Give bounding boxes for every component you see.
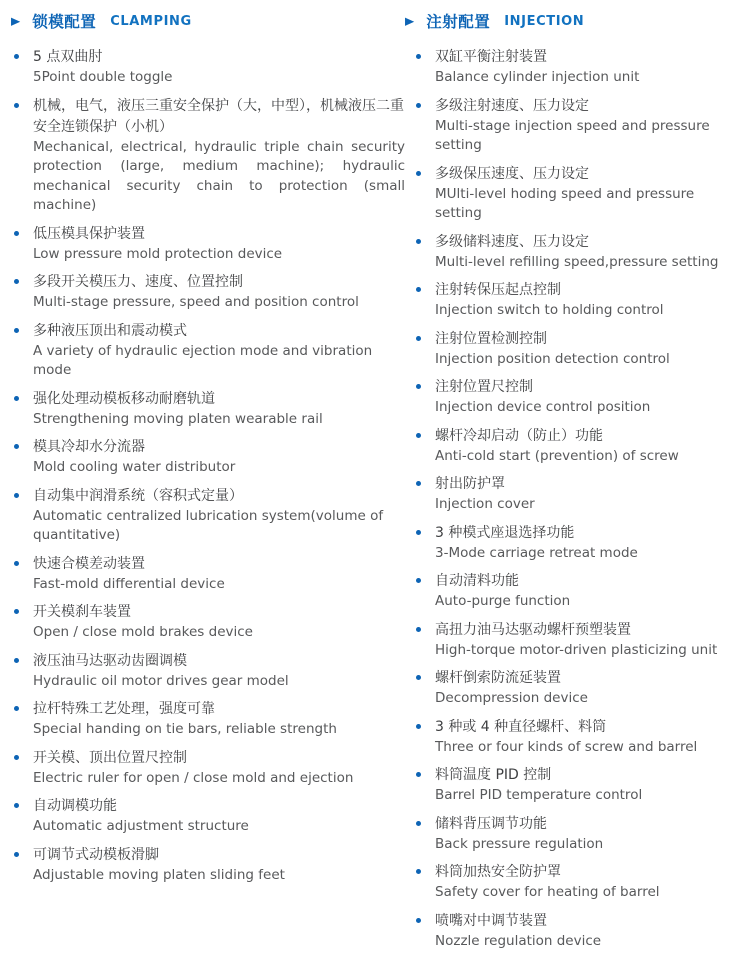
list-item bbox=[416, 668, 740, 709]
section-arrow-icon: ▶ bbox=[11, 14, 21, 28]
list-item bbox=[416, 47, 740, 88]
item-label-en: Barrel PID temperature control bbox=[435, 787, 643, 803]
item-label-en: Hydraulic oil motor drives gear model bbox=[33, 672, 289, 689]
item-label-zh: 储料背压调节功能 bbox=[435, 815, 547, 832]
clamping-feature-list bbox=[11, 47, 405, 885]
item-label-zh: 低压模具保护装置 bbox=[33, 225, 145, 242]
clamping-section bbox=[11, 7, 405, 959]
item-label-en: Fast-mold differential device bbox=[33, 575, 225, 592]
item-text bbox=[435, 47, 740, 88]
item-label-zh: 机械，电气，液压三重安全保护（大，中型），机械液压二重安全连锁保护（小机） bbox=[33, 97, 404, 135]
item-text bbox=[435, 280, 740, 321]
item-label-zh: 多级注射速度、压力设定 bbox=[435, 97, 589, 114]
bullet-icon bbox=[14, 272, 33, 313]
item-text bbox=[33, 96, 405, 216]
item-text bbox=[435, 164, 740, 224]
item-text bbox=[33, 437, 405, 478]
bullet-icon bbox=[14, 96, 33, 216]
bullet-icon bbox=[416, 571, 435, 612]
bullet-icon bbox=[416, 474, 435, 515]
item-text bbox=[33, 554, 405, 595]
list-item bbox=[14, 486, 405, 546]
bullet-icon bbox=[416, 765, 435, 806]
item-label-zh: 开关模刹车装置 bbox=[33, 604, 131, 620]
item-label-zh: 注射位置尺控制 bbox=[435, 379, 533, 395]
item-text bbox=[33, 845, 405, 886]
injection-section bbox=[405, 7, 740, 959]
list-item bbox=[14, 602, 405, 643]
item-label-zh: 自动集中润滑系统（容积式定量） bbox=[33, 487, 243, 504]
item-label-en: Injection position detection control bbox=[435, 350, 670, 367]
item-label-zh: 自动调模功能 bbox=[33, 798, 117, 814]
list-item bbox=[416, 620, 740, 661]
item-text bbox=[435, 862, 740, 903]
item-label-en: Multi-level refilling speed,pressure setting bbox=[435, 253, 719, 270]
section-title-zh: 注射配置 bbox=[426, 13, 491, 31]
item-text bbox=[435, 911, 740, 952]
list-item bbox=[14, 321, 405, 381]
bullet-icon bbox=[416, 717, 435, 758]
bullet-icon bbox=[14, 845, 33, 886]
item-label-zh: 自动清料功能 bbox=[435, 573, 519, 589]
item-label-zh: 多段开关模压力、速度、位置控制 bbox=[33, 274, 243, 290]
list-item bbox=[14, 796, 405, 837]
item-text bbox=[33, 272, 405, 313]
item-label-zh: 料筒加热安全防护罩 bbox=[435, 864, 561, 880]
list-item bbox=[416, 164, 740, 224]
section-title-zh: 锁模配置 bbox=[32, 13, 97, 31]
item-label-zh: 多级储料速度、压力设定 bbox=[435, 233, 589, 250]
bullet-icon bbox=[14, 699, 33, 740]
item-label-en: Auto-purge function bbox=[435, 593, 571, 609]
item-text bbox=[435, 96, 740, 156]
list-item bbox=[416, 426, 740, 467]
item-label-en: Anti-cold start (prevention) of screw bbox=[435, 447, 679, 464]
item-text bbox=[33, 321, 405, 381]
item-label-zh: 螺杆冷却启动（防止）功能 bbox=[435, 427, 603, 444]
item-label-en: High-torque motor-driven plasticizing unit bbox=[435, 641, 718, 658]
item-label-zh: 喷嘴对中调节装置 bbox=[435, 912, 547, 929]
item-text bbox=[435, 377, 740, 418]
list-item bbox=[416, 862, 740, 903]
item-label-zh: 高扭力油马达驱动螺杆预塑装置 bbox=[435, 621, 631, 638]
item-label-en: Nozzle regulation device bbox=[435, 932, 602, 949]
item-text bbox=[33, 486, 405, 546]
bullet-icon bbox=[416, 620, 435, 661]
item-label-zh: 料筒温度 PID 控制 bbox=[435, 767, 552, 783]
list-item bbox=[416, 911, 740, 952]
section-title-en: CLAMPING bbox=[110, 13, 192, 29]
item-label-en: Safety cover for heating of barrel bbox=[435, 884, 660, 900]
list-item bbox=[416, 814, 740, 855]
item-label-en: Special handing on tie bars, reliable strength bbox=[33, 721, 337, 737]
list-item bbox=[14, 437, 405, 478]
item-label-en: Multi-stage injection speed and pressure setting bbox=[435, 117, 710, 153]
item-label-en: Multi-stage pressure, speed and position control bbox=[33, 294, 359, 310]
item-text bbox=[435, 620, 740, 661]
bullet-icon bbox=[416, 426, 435, 467]
item-text bbox=[435, 814, 740, 855]
item-text bbox=[33, 389, 405, 430]
item-label-zh: 多种液压顶出和震动模式 bbox=[33, 322, 187, 339]
list-item bbox=[14, 554, 405, 595]
item-text bbox=[33, 602, 405, 643]
item-text bbox=[435, 765, 740, 806]
item-text bbox=[435, 474, 740, 515]
list-item bbox=[416, 329, 740, 370]
list-item bbox=[14, 272, 405, 313]
bullet-icon bbox=[416, 280, 435, 321]
item-label-zh: 注射转保压起点控制 bbox=[435, 282, 561, 298]
item-label-en: 5Point double toggle bbox=[33, 69, 173, 85]
item-text bbox=[435, 523, 740, 564]
list-item bbox=[416, 571, 740, 612]
item-text bbox=[33, 748, 405, 789]
item-text bbox=[435, 232, 740, 273]
list-item bbox=[14, 651, 405, 692]
item-label-en: Automatic centralized lubrication system(volume of quantitative) bbox=[33, 507, 384, 543]
bullet-icon bbox=[416, 814, 435, 855]
item-text bbox=[435, 426, 740, 467]
list-item bbox=[416, 717, 740, 758]
bullet-icon bbox=[14, 437, 33, 478]
bullet-icon bbox=[416, 232, 435, 273]
list-item bbox=[14, 699, 405, 740]
bullet-icon bbox=[416, 377, 435, 418]
item-text bbox=[435, 571, 740, 612]
bullet-icon bbox=[416, 862, 435, 903]
item-label-en: 3-Mode carriage retreat mode bbox=[435, 544, 638, 561]
item-label-en: Injection cover bbox=[435, 496, 535, 512]
item-text bbox=[33, 651, 405, 692]
injection-feature-list bbox=[405, 47, 740, 951]
item-text bbox=[33, 47, 405, 88]
bullet-icon bbox=[14, 486, 33, 546]
list-item bbox=[416, 280, 740, 321]
item-text bbox=[435, 329, 740, 370]
item-text bbox=[33, 796, 405, 837]
item-label-zh: 强化处理动模板移动耐磨轨道 bbox=[33, 390, 215, 407]
item-label-en: Low pressure mold protection device bbox=[33, 245, 283, 262]
item-label-zh: 3 种模式座退选择功能 bbox=[435, 524, 575, 541]
section-title-en: INJECTION bbox=[504, 13, 585, 29]
item-label-en: Mold cooling water distributor bbox=[33, 459, 236, 475]
item-label-en: Electric ruler for open / close mold and ejection bbox=[33, 769, 354, 786]
item-label-en: Decompression device bbox=[435, 690, 588, 706]
item-label-en: Automatic adjustment structure bbox=[33, 818, 249, 834]
bullet-icon bbox=[416, 96, 435, 156]
bullet-icon bbox=[14, 554, 33, 595]
bullet-icon bbox=[14, 651, 33, 692]
bullet-icon bbox=[14, 602, 33, 643]
bullet-icon bbox=[14, 389, 33, 430]
item-text bbox=[33, 699, 405, 740]
item-label-en: Injection device control position bbox=[435, 399, 651, 415]
bullet-icon bbox=[14, 748, 33, 789]
item-label-en: Strengthening moving platen wearable rail bbox=[33, 410, 323, 427]
item-text bbox=[435, 668, 740, 709]
clamping-section-header bbox=[11, 10, 405, 32]
list-item bbox=[416, 523, 740, 564]
item-label-en: Adjustable moving platen sliding feet bbox=[33, 866, 285, 883]
list-item bbox=[416, 765, 740, 806]
bullet-icon bbox=[416, 164, 435, 224]
bullet-icon bbox=[14, 47, 33, 88]
item-label-zh: 注射位置检测控制 bbox=[435, 330, 547, 347]
bullet-icon bbox=[416, 47, 435, 88]
list-item bbox=[14, 389, 405, 430]
item-label-en: A variety of hydraulic ejection mode and vibration mode bbox=[33, 342, 373, 378]
item-label-zh: 螺杆倒索防流延装置 bbox=[435, 670, 561, 686]
list-item bbox=[14, 96, 405, 216]
item-label-zh: 双缸平衡注射装置 bbox=[435, 49, 547, 65]
item-label-en: Mechanical, electrical, hydraulic triple chain security protection (large, medium machine); hydraulic mechanical security chain to protection (small machine) bbox=[33, 138, 405, 213]
bullet-icon bbox=[416, 668, 435, 709]
item-label-zh: 多级保压速度、压力设定 bbox=[435, 165, 589, 182]
item-label-en: Back pressure regulation bbox=[435, 835, 604, 852]
item-label-zh: 射出防护罩 bbox=[435, 476, 505, 492]
list-item bbox=[14, 47, 405, 88]
list-item bbox=[416, 474, 740, 515]
list-item bbox=[14, 748, 405, 789]
item-text bbox=[435, 717, 740, 758]
bullet-icon bbox=[416, 329, 435, 370]
item-label-zh: 开关模、顶出位置尺控制 bbox=[33, 749, 187, 766]
injection-section-header bbox=[405, 10, 740, 32]
item-label-zh: 3 种或 4 种直径螺杆、料筒 bbox=[435, 718, 607, 735]
bullet-icon bbox=[14, 224, 33, 265]
item-label-en: Injection switch to holding control bbox=[435, 302, 664, 318]
item-label-zh: 模具冷却水分流器 bbox=[33, 439, 145, 455]
item-label-zh: 拉杆特殊工艺处理，强度可靠 bbox=[33, 701, 215, 717]
item-label-zh: 可调节式动模板滑脚 bbox=[33, 846, 159, 863]
item-label-en: Open / close mold brakes device bbox=[33, 624, 253, 640]
list-item bbox=[416, 232, 740, 273]
section-arrow-icon: ▶ bbox=[405, 14, 415, 28]
item-label-zh: 快速合模差动装置 bbox=[33, 555, 145, 572]
bullet-icon bbox=[14, 321, 33, 381]
list-item bbox=[416, 96, 740, 156]
bullet-icon bbox=[14, 796, 33, 837]
item-text bbox=[33, 224, 405, 265]
bullet-icon bbox=[416, 523, 435, 564]
item-label-en: MUlti-level hoding speed and pressure setting bbox=[435, 185, 695, 221]
list-item bbox=[14, 224, 405, 265]
list-item bbox=[14, 845, 405, 886]
item-label-zh: 液压油马达驱动齿圈调模 bbox=[33, 652, 187, 669]
item-label-zh: 5 点双曲肘 bbox=[33, 49, 103, 65]
bullet-icon bbox=[416, 911, 435, 952]
item-label-en: Three or four kinds of screw and barrel bbox=[435, 738, 698, 755]
list-item bbox=[416, 377, 740, 418]
item-label-en: Balance cylinder injection unit bbox=[435, 69, 640, 85]
